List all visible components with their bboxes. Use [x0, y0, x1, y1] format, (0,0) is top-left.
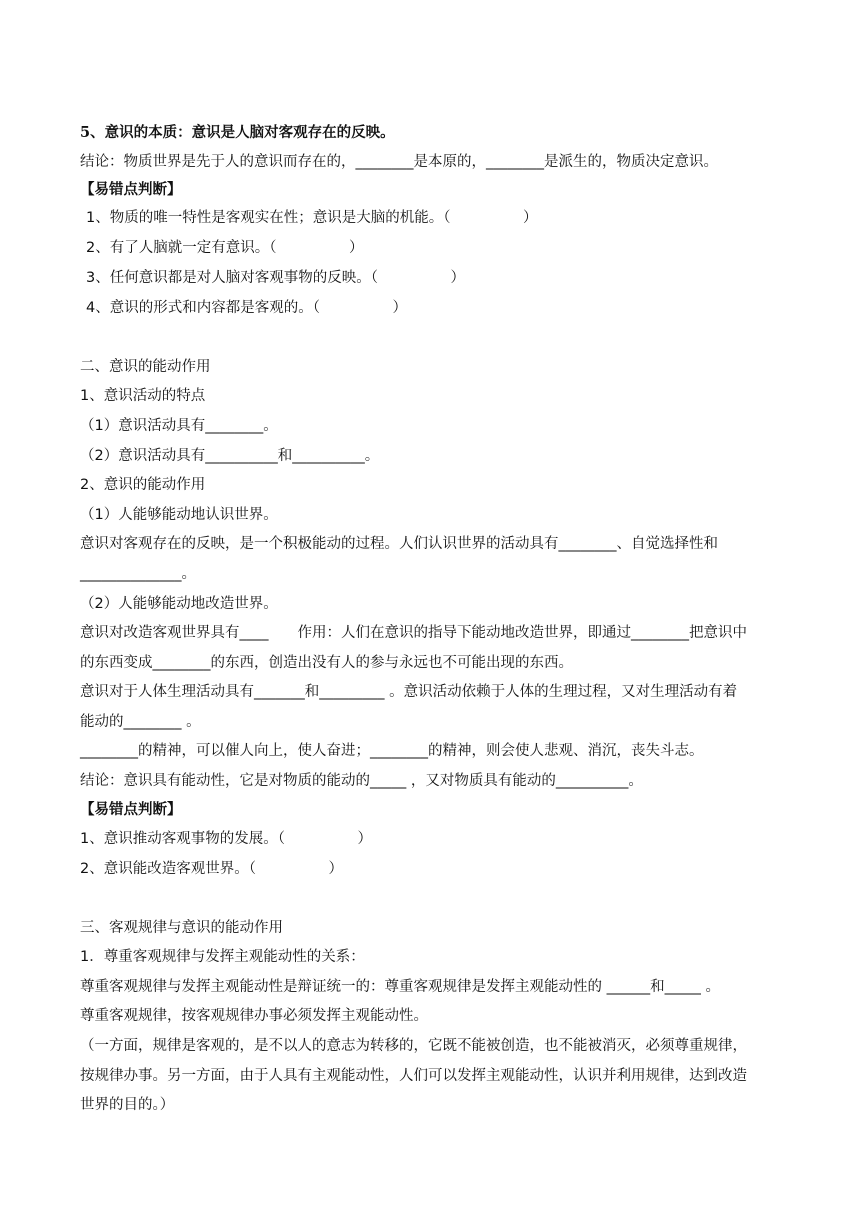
- point3-text-cont: 能动的________ 。: [80, 714, 201, 730]
- judge-item: 2、有了人脑就一定有意识。（ ）: [86, 240, 364, 256]
- point1-text: 意识对客观存在的反映，是一个积极能动的过程。人们认识世界的活动具有________、自觉选择性和: [80, 536, 718, 552]
- point2-text-cont: 的东西变成________的东西，创造出没有人的参与永远也不可能出现的东西。: [80, 655, 573, 671]
- section5-judge-title: 【易错点判断】: [80, 182, 182, 198]
- section2-conclusion: 结论：意识具有能动性，它是对物质的能动的_____ ，又对物质具有能动的__________。: [80, 773, 643, 789]
- point2-text: 意识对改造客观世界具有____ 作用：人们在意识的指导下能动地改造世界，即通过________把意识中: [80, 625, 747, 641]
- section3-sub1: 1．尊重客观规律与发挥主观能动性的关系：: [80, 949, 365, 965]
- judge-item: 3、任何意识都是对人脑对客观事物的反映。（ ）: [86, 270, 465, 286]
- section3-text-cont: 尊重客观规律，按客观规律办事必须发挥主观能动性。: [80, 1008, 428, 1024]
- section3-note-cont: 按规律办事。另一方面，由于人具有主观能动性，人们可以发挥主观能动性，认识并利用规律，达到改造: [80, 1068, 747, 1084]
- section2-sub2: 2、意识的能动作用: [80, 477, 206, 493]
- sub1-item: （1）意识活动具有________。: [80, 418, 278, 434]
- section3-title: 三、客观规律与意识的能动作用: [80, 920, 283, 936]
- judge-item: 4、意识的形式和内容都是客观的。（ ）: [86, 300, 407, 316]
- sub1-item: （2）意识活动具有__________和__________。: [80, 448, 380, 464]
- judge-item: 1、意识推动客观事物的发展。（ ）: [80, 831, 372, 847]
- judge-item: 1、物质的唯一特性是客观实在性；意识是大脑的机能。（ ）: [86, 210, 538, 226]
- section3-note: （一方面，规律是客观的，是不以人的意志为转移的，它既不能被创造，也不能被消灭，必须尊重规律，: [80, 1038, 747, 1054]
- point1-heading: （1）人能够能动地认识世界。: [80, 507, 278, 523]
- section3-text: 尊重客观规律与发挥主观能动性是辩证统一的：尊重客观规律是发挥主观能动性的 ______和_____ 。: [80, 979, 720, 995]
- section5-conclusion: 结论：物质世界是先于人的意识而存在的，________是本原的，________是派生的，物质决定意识。: [80, 154, 718, 170]
- point3-text: 意识对于人体生理活动具有_______和_________ 。意识活动依赖于人体的生理过程，又对生理活动有着: [80, 684, 738, 700]
- point2-heading: （2）人能够能动地改造世界。: [80, 596, 278, 612]
- point1-text-cont: ______________。: [80, 566, 196, 582]
- section2-judge-title: 【易错点判断】: [80, 802, 182, 818]
- section2-sub1: 1、意识活动的特点: [80, 388, 206, 404]
- section2-title: 二、意识的能动作用: [80, 359, 211, 375]
- section5-heading: 5、意识的本质：意识是人脑对客观存在的反映。: [80, 124, 395, 141]
- spirit-text: ________的精神，可以催人向上，使人奋进；________的精神，则会使人悲观、消沉，丧失斗志。: [80, 743, 704, 759]
- judge-item: 2、意识能改造客观世界。（ ）: [80, 861, 343, 877]
- section3-note-end: 世界的目的。）: [80, 1097, 175, 1113]
